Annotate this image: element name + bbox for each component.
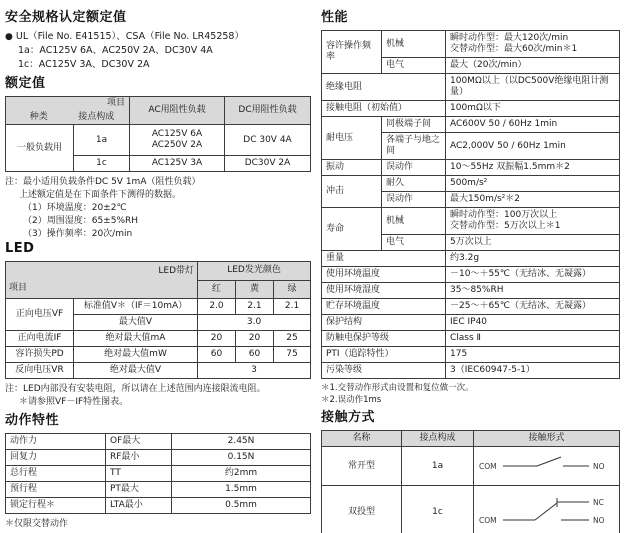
perf-shock-mal-value: 最大150m/s²＊2 — [446, 192, 620, 208]
perf-pollution-label: 污染等级 — [322, 363, 446, 379]
perf-freq-elec-label: 电气 — [382, 58, 446, 74]
led-vf-std-yellow: 2.1 — [236, 299, 274, 315]
perf-row-amb-temp — [322, 267, 620, 283]
operating-label: 回复力 — [6, 450, 106, 466]
perf-life-mech-value — [446, 208, 620, 235]
contact-row-1a — [322, 447, 620, 486]
led-corner-cell — [6, 262, 198, 299]
ratings-table — [5, 96, 311, 172]
ratings-note-line2: 上述额定值是在下面条件下测得的数据。 — [19, 190, 182, 200]
bullet-icon: ● — [5, 32, 13, 42]
contact-row-1c — [322, 486, 620, 533]
operating-label: 预行程 — [6, 482, 106, 498]
performance-title: 性能 — [321, 10, 349, 25]
contact-form-table — [321, 430, 620, 533]
contact-col-config: 接点构成 — [402, 431, 474, 447]
ratings-header-row — [6, 97, 311, 125]
contact-row1-name: 常开型 — [322, 447, 402, 486]
corner-config-label: 接点构成 — [78, 112, 115, 122]
led-note-2: ＊请参照VF－IF特性图表。 — [19, 397, 129, 407]
perf-amb-temp-label: 使用环境温度 — [322, 267, 446, 283]
perf-shock-endure-label: 耐久 — [382, 176, 446, 192]
safety-ratings-block — [5, 30, 311, 72]
perf-row-life-mech — [322, 208, 620, 235]
right-column — [321, 6, 620, 533]
no-terminal-label: NO — [593, 462, 605, 471]
corner-item-label: 项目 — [106, 98, 125, 108]
no-terminal-label: NO — [593, 516, 605, 525]
perf-withstand-same-value: AC600V 50 / 60Hz 1min — [446, 117, 620, 133]
perf-row-pollution — [322, 363, 620, 379]
contact-col-form: 接触形式 — [474, 431, 620, 447]
safety-ratings-title: 安全规格认定额定值 — [5, 10, 127, 25]
operating-value: 0.15N — [172, 450, 311, 466]
ratings-cond-1: （1）环境温度：20±2℃ — [23, 203, 127, 213]
led-row-vf-std — [6, 299, 311, 315]
led-vf-max-value: 3.0 — [198, 315, 311, 331]
contact-row2-config: 1c — [402, 486, 474, 533]
led-vf-std-label: 标准值V＊（IF＝10mA） — [74, 299, 198, 315]
operating-row-of — [6, 434, 311, 450]
ratings-ac-1a-line2: AC250V 2A — [151, 140, 203, 150]
led-color-green: 绿 — [274, 280, 311, 299]
led-pd-sub: 绝对最大值mW — [74, 347, 198, 363]
operating-value: 约2mm — [172, 466, 311, 482]
perf-pti-value: 175 — [446, 347, 620, 363]
perf-shock-mal-label: 误动作 — [382, 192, 446, 208]
operating-label: 动作力 — [6, 434, 106, 450]
perf-life-label: 寿命 — [322, 208, 382, 251]
operating-value: 1.5mm — [172, 482, 311, 498]
contact-row1-diagram-cell — [474, 447, 620, 486]
operating-row-lta — [6, 498, 311, 514]
led-pd-red: 60 — [198, 347, 236, 363]
safety-line-1a: 1a：AC125V 6A、AC250V 2A、DC30V 4A — [18, 45, 213, 56]
operating-row-tt — [6, 466, 311, 482]
ratings-corner-cell — [6, 97, 130, 125]
ratings-col-dc: DC用阻性负载 — [225, 97, 311, 125]
operating-label: 总行程 — [6, 466, 106, 482]
perf-pollution-value: 3（IEC60947-5-1） — [446, 363, 620, 379]
led-corner-bottom: 项目 — [9, 283, 28, 293]
ratings-notes — [5, 176, 311, 241]
perf-life-elec-value: 5万次以上 — [446, 235, 620, 251]
perf-freq-mech-line2: 交替动作型：最大60次/min＊1 — [450, 44, 578, 54]
ratings-ac-1c: AC125V 3A — [130, 156, 225, 172]
led-color-red: 红 — [198, 280, 236, 299]
perf-insulation-label: 绝缘电阻 — [322, 74, 446, 101]
spdt-circuit-diagram-icon — [477, 493, 617, 531]
ratings-ac-1a — [130, 125, 225, 156]
operating-code: OF最大 — [106, 434, 172, 450]
operating-row-rf — [6, 450, 311, 466]
perf-row-shock-class — [322, 331, 620, 347]
safety-bullet-line — [5, 30, 311, 44]
performance-footnotes — [321, 382, 620, 406]
left-column — [5, 6, 311, 531]
led-if-sub: 绝对最大值mA — [74, 331, 198, 347]
perf-amb-hum-value: 35～85%RH — [446, 283, 620, 299]
operating-code: LTA最小 — [106, 498, 172, 514]
led-if-green: 25 — [274, 331, 311, 347]
contact-col-name: 名称 — [322, 431, 402, 447]
led-row-vr — [6, 363, 311, 379]
perf-row-vibration — [322, 160, 620, 176]
led-color-yellow: 黄 — [236, 280, 274, 299]
contact-row1-config: 1a — [402, 447, 474, 486]
led-colors-title: LED发光颜色 — [198, 262, 311, 281]
led-pd-green: 75 — [274, 347, 311, 363]
perf-freq-mech-label: 机械 — [382, 31, 446, 58]
operating-value: 2.45N — [172, 434, 311, 450]
perf-row-freq-mech — [322, 31, 620, 58]
led-corner-top: LED带灯 — [158, 266, 195, 276]
led-if-yellow: 20 — [236, 331, 274, 347]
safety-line-1c: 1c：AC125V 3A、DC30V 2A — [18, 59, 150, 70]
perf-row-amb-hum — [322, 283, 620, 299]
operating-row-pt — [6, 482, 311, 498]
ratings-ac-1a-line1: AC125V 6A — [151, 129, 203, 139]
perf-weight-value: 约3.2g — [446, 251, 620, 267]
perf-withstand-label: 耐电压 — [322, 117, 382, 160]
perf-row-weight — [322, 251, 620, 267]
corner-type-label: 种类 — [29, 112, 48, 122]
ratings-title: 额定值 — [5, 76, 46, 91]
ratings-col-ac: AC用阻性负载 — [130, 97, 225, 125]
perf-footnote-1: ＊1.交替动作形式由设置和复位做一次。 — [321, 383, 474, 393]
operating-value: 0.5mm — [172, 498, 311, 514]
contact-header-row — [322, 431, 620, 447]
led-pd-label: 容许损失PD — [6, 347, 74, 363]
perf-weight-label: 重量 — [322, 251, 446, 267]
perf-vibration-sub: 误动作 — [382, 160, 446, 176]
operating-code: RF最小 — [106, 450, 172, 466]
operating-label: 锁定行程＊ — [6, 498, 106, 514]
led-row-if — [6, 331, 311, 347]
perf-pti-label: PTI（追踪特性） — [322, 347, 446, 363]
perf-life-mech-line2: 交替动作型：5万次以上＊1 — [450, 221, 561, 231]
ratings-row-1a — [6, 125, 311, 156]
operating-note: ＊仅限交替动作 — [5, 519, 69, 529]
perf-shock-class-label: 防触电保护等级 — [322, 331, 446, 347]
nc-terminal-label: NC — [593, 498, 604, 507]
ratings-dc-1a: DC 30V 4A — [225, 125, 311, 156]
perf-freq-mech-line1: 瞬时动作型：最大120次/min — [450, 33, 569, 43]
led-note-1: 注：LED内部没有安装电阻，所以请在上述范围内连接限流电阻。 — [5, 384, 266, 394]
perf-shock-class-value: Class Ⅱ — [446, 331, 620, 347]
ratings-cond-3: （3）操作频率：20次/min — [23, 229, 133, 239]
com-terminal-label: COM — [479, 462, 497, 471]
perf-freq-elec-value: 最大（20次/min） — [446, 58, 620, 74]
ratings-config-1a: 1a — [74, 125, 130, 156]
perf-freq-label: 容许操作频率 — [322, 31, 382, 74]
perf-contact-res-value: 100mΩ以下 — [446, 101, 620, 117]
led-if-label: 正向电流IF — [6, 331, 74, 347]
operating-code: PT最大 — [106, 482, 172, 498]
perf-vibration-label: 振动 — [322, 160, 382, 176]
perf-withstand-same-label: 同极端子间 — [382, 117, 446, 133]
perf-row-shock-endure — [322, 176, 620, 192]
perf-withstand-ground-value: AC2,000V 50 / 60Hz 1min — [446, 133, 620, 160]
perf-shock-label: 冲击 — [322, 176, 382, 208]
perf-withstand-ground-label: 各端子与地之间 — [382, 133, 446, 160]
perf-row-storage-temp — [322, 299, 620, 315]
led-pd-yellow: 60 — [236, 347, 274, 363]
perf-protection-value: IEC IP40 — [446, 315, 620, 331]
led-if-red: 20 — [198, 331, 236, 347]
led-vr-label: 反向电压VR — [6, 363, 74, 379]
led-row-pd — [6, 347, 311, 363]
contact-form-title: 接触方式 — [321, 410, 376, 425]
ratings-cond-2: （2）周围湿度：65±5%RH — [23, 216, 139, 226]
perf-contact-res-label: 接触电阻（初始值） — [322, 101, 446, 117]
contact-row2-diagram-cell — [474, 486, 620, 533]
perf-vibration-value: 10～55Hz 双振幅1.5mm＊2 — [446, 160, 620, 176]
perf-row-protection — [322, 315, 620, 331]
perf-row-withstand-same — [322, 117, 620, 133]
perf-life-mech-label: 机械 — [382, 208, 446, 235]
operating-table — [5, 433, 311, 514]
performance-table — [321, 30, 620, 379]
perf-insulation-value: 100MΩ以上（以DC500V绝缘电阻计测量） — [446, 74, 620, 101]
perf-row-insulation — [322, 74, 620, 101]
contact-row2-name: 双投型 — [322, 486, 402, 533]
ratings-config-1c: 1c — [74, 156, 130, 172]
operating-title: 动作特性 — [5, 413, 60, 428]
led-notes — [5, 383, 311, 409]
safety-standards-text: UL（File No. E41515）、CSA（File No. LR45258） — [15, 31, 244, 42]
perf-row-contact-res — [322, 101, 620, 117]
led-title: LED — [5, 241, 35, 256]
perf-row-pti — [322, 347, 620, 363]
perf-amb-hum-label: 使用环境湿度 — [322, 283, 446, 299]
led-header-row1 — [6, 262, 311, 281]
led-vf-label: 正向电压VF — [6, 299, 74, 331]
spst-circuit-diagram-icon — [477, 454, 617, 478]
led-vf-std-green: 2.1 — [274, 299, 311, 315]
perf-life-elec-label: 电气 — [382, 235, 446, 251]
perf-life-mech-line1: 瞬时动作型：100万次以上 — [450, 210, 558, 220]
perf-footnote-2: ＊2.误动作1ms — [321, 395, 382, 405]
led-vr-value: 3 — [198, 363, 311, 379]
led-vr-sub: 绝对最大值V — [74, 363, 198, 379]
perf-freq-mech-value — [446, 31, 620, 58]
perf-storage-temp-value: －25～＋65℃（无结冰、无凝露） — [446, 299, 620, 315]
ratings-type-cell: 一般负载用 — [6, 125, 74, 172]
led-vf-max-label: 最大值V — [74, 315, 198, 331]
operating-code: TT — [106, 466, 172, 482]
com-terminal-label: COM — [479, 516, 497, 525]
led-vf-std-red: 2.0 — [198, 299, 236, 315]
led-table — [5, 261, 311, 379]
perf-storage-temp-label: 贮存环境温度 — [322, 299, 446, 315]
ratings-note-head: 注：最小适用负载条件DC 5V 1mA（阻性负载） — [5, 177, 201, 187]
perf-shock-endure-value: 500m/s² — [446, 176, 620, 192]
perf-protection-label: 保护结构 — [322, 315, 446, 331]
ratings-dc-1c: DC30V 2A — [225, 156, 311, 172]
perf-amb-temp-value: －10～＋55℃（无结冰、无凝露） — [446, 267, 620, 283]
